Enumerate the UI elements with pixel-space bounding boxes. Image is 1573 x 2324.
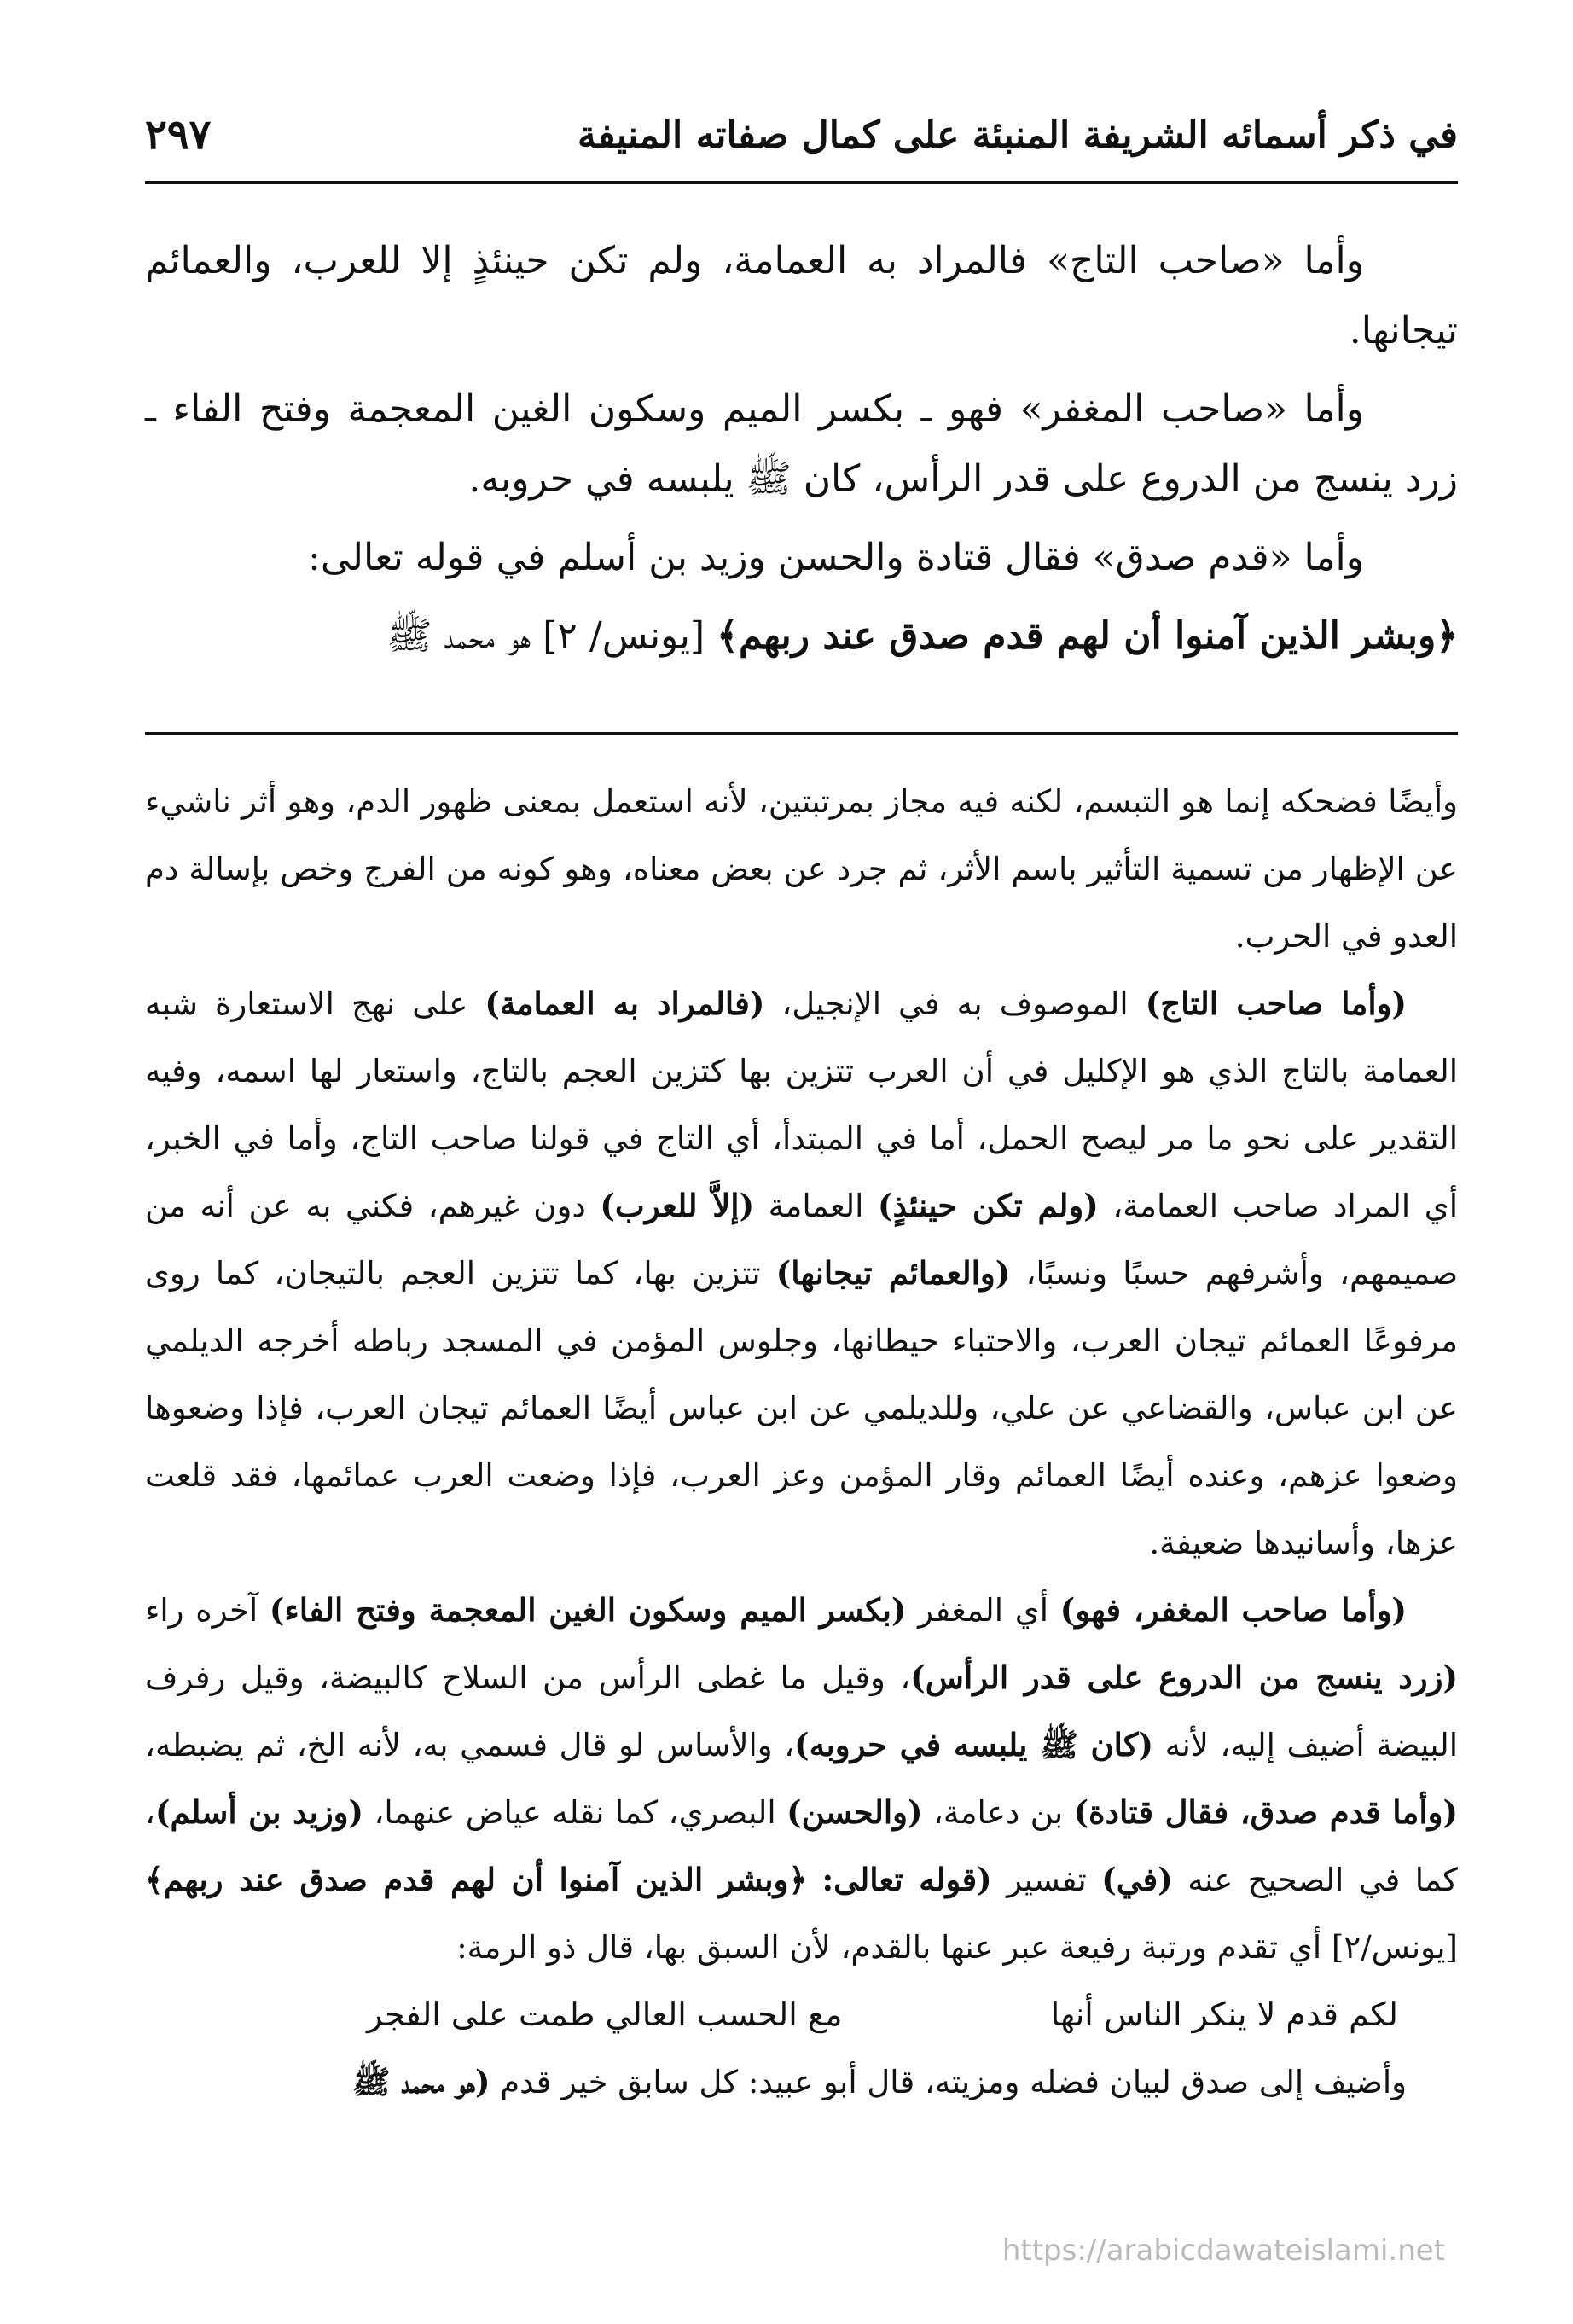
divider-rule bbox=[145, 732, 1458, 735]
commentary-span: [يونس/٢] أي تقدم ورتبة رفيعة عبر عنها بالقدم، لأن السبق بها، قال ذو الرمة: bbox=[456, 1929, 1458, 1966]
quran-verse-line bbox=[145, 601, 1458, 671]
quoted-phrase: (كان ﷺ يلبسه في حروبه) bbox=[794, 1726, 1154, 1763]
commentary-span: تفسير bbox=[991, 1862, 1102, 1898]
quoted-phrase: (بكسر الميم وسكون الغين المعجمة وفتح الفاء) bbox=[269, 1591, 907, 1629]
commentary-span: آخره راء bbox=[145, 1592, 270, 1629]
header-title: في ذكر أسمائه الشريفة المنبئة على كمال صفاته المنيفة bbox=[577, 113, 1458, 157]
commentary-span: بن دعامة، bbox=[922, 1794, 1074, 1831]
verse-second-hemistich: مع الحسب العالي طمت على الفجر bbox=[367, 1996, 843, 2033]
header-rule bbox=[145, 181, 1458, 184]
commentary-paragraph bbox=[145, 1577, 1458, 1981]
main-paragraph: وأما «صاحب التاج» فالمراد به العمامة، ولم تكن حينئذٍ إلا للعرب، والعمائم تيجانها. bbox=[145, 239, 1458, 352]
quran-verse: ﴿وبشر الذين آمنوا أن لهم قدم صدق عند ربهم﴾ bbox=[145, 1861, 808, 1898]
quoted-phrase: (وأما قدم صدق، فقال قتادة) bbox=[1073, 1793, 1458, 1831]
commentary-span: ، والأساس لو قال فسمي به، لأنه الخ، ثم يضبطه، bbox=[145, 1727, 795, 1763]
commentary-span: الموصوف به في الإنجيل، bbox=[764, 985, 1146, 1022]
quoted-phrase: (إلاَّ للعرب) bbox=[600, 1187, 755, 1224]
quoted-phrase: (زرد ينسج من الدروع على قدر الرأس) bbox=[910, 1659, 1458, 1696]
commentary-span: وأضيف إلى صدق لبيان فضله ومزيته، قال أبو عبيد: كل سابق خير قدم bbox=[490, 2064, 1407, 2100]
quoted-phrase: (والعمائم تيجانها) bbox=[775, 1254, 1011, 1292]
page-number: ٢٩٧ bbox=[145, 111, 212, 159]
commentary-span: على نهج الاستعارة شبه العمامة بالتاج الذي هو الإكليل في أن العرب تتزين بها كتزين العجم بالتاج، واستعار لها اسمه، وفيه التقدير على نحو ما مر ليصح الحمل، أما في المبتدأ، أي التاج في قولنا صاحب التاج، وأما في الخبر، أي المراد صاحب العمامة، bbox=[145, 985, 1458, 1224]
quoted-phrase: (وأما صاحب التاج) bbox=[1145, 985, 1407, 1022]
verse-reference: [يونس/ ٢] bbox=[543, 614, 705, 658]
quoted-phrase: (والحسن) bbox=[786, 1793, 923, 1831]
main-paragraph: وأما «قدم صدق» فقال قتادة والحسن وزيد بن أسلم في قوله تعالى: bbox=[308, 536, 1364, 579]
quran-verse: ﴿وبشر الذين آمنوا أن لهم قدم صدق عند ربهم﴾ bbox=[717, 614, 1458, 658]
watermark-url: https://arabicdawateislami.net bbox=[1001, 2234, 1445, 2268]
quoted-phrase: (هو محمد ﷺ bbox=[351, 2063, 490, 2100]
poetry-verse bbox=[145, 1981, 1458, 2048]
quoted-phrase: (وزيد بن أسلم) bbox=[154, 1793, 364, 1831]
commentary-span: أي المغفر bbox=[906, 1592, 1060, 1629]
verse-first-hemistich: لكم قدم لا ينكر الناس أنها bbox=[1050, 1996, 1398, 2033]
quoted-phrase: (فالمراد به العمامة) bbox=[485, 985, 765, 1022]
commentary-span: ، كما في الصحيح عنه bbox=[145, 1794, 1458, 1898]
commentary-paragraph bbox=[145, 2048, 1458, 2116]
quoted-phrase: (وأما صاحب المغفر، فهو) bbox=[1059, 1591, 1407, 1629]
commentary-text bbox=[145, 768, 1458, 2116]
commentary-span: تتزين بها، كما تتزين العجم بالتيجان، كما روى مرفوعًا العمائم تيجان العرب، والاحتباء حيطانها، وجلوس المؤمن في المسجد رباطه أخرجه الديلمي عن ابن عباس، والقضاعي عن علي، وللديلمي عن ابن عباس أيضًا العمائم تيجان العرب، فإذا وضعوها وضعوا عزهم، وعنده أيضًا العمائم وقار المؤمن وعز العرب، فإذا وضعت العرب عمائمها، فقد قلعت عزها، وأسانيدها ضعيفة. bbox=[145, 1255, 1458, 1561]
commentary-span: البصري، كما نقله عياض عنهما، bbox=[363, 1794, 787, 1831]
commentary-span: العمامة bbox=[754, 1188, 878, 1224]
quoted-phrase: (قوله تعالى: bbox=[821, 1861, 992, 1898]
commentary-paragraph bbox=[145, 970, 1458, 1577]
main-paragraph: وأما «صاحب المغفر» فهو ـ بكسر الميم وسكون الغين المعجمة وفتح الفاء ـ زرد ينسج من الدروع على قدر الرأس، كان ﷺ يلبسه في حروبه. bbox=[145, 387, 1458, 501]
commentary-span: ، وقيل ما غطى الرأس من السلاح كالبيضة، وقيل رفرف البيضة أضيف إليه، لأنه bbox=[145, 1659, 1459, 1763]
main-text-end: هو محمد ﷺ bbox=[386, 614, 531, 658]
commentary-span: دون غيرهم، فكني به عن أنه من صميمهم، وأشرفهم حسبًا ونسبًا، bbox=[145, 1188, 1459, 1292]
quoted-phrase: (في) bbox=[1101, 1861, 1173, 1898]
commentary-paragraph: وأيضًا فضحكه إنما هو التبسم، لكنه فيه مجاز بمرتبتين، لأنه استعمل بمعنى ظهور الدم، وهو أثر ناشيء عن الإظهار من تسمية التأثير باسم الأثر، ثم جرد عن بعض معناه، وهو كونه من الفرج وخص بإسالة دم العدو في الحرب. bbox=[145, 783, 1458, 955]
quoted-phrase: (ولم تكن حينئذٍ) bbox=[877, 1187, 1099, 1224]
main-text bbox=[145, 226, 1458, 680]
running-header bbox=[145, 101, 1458, 169]
